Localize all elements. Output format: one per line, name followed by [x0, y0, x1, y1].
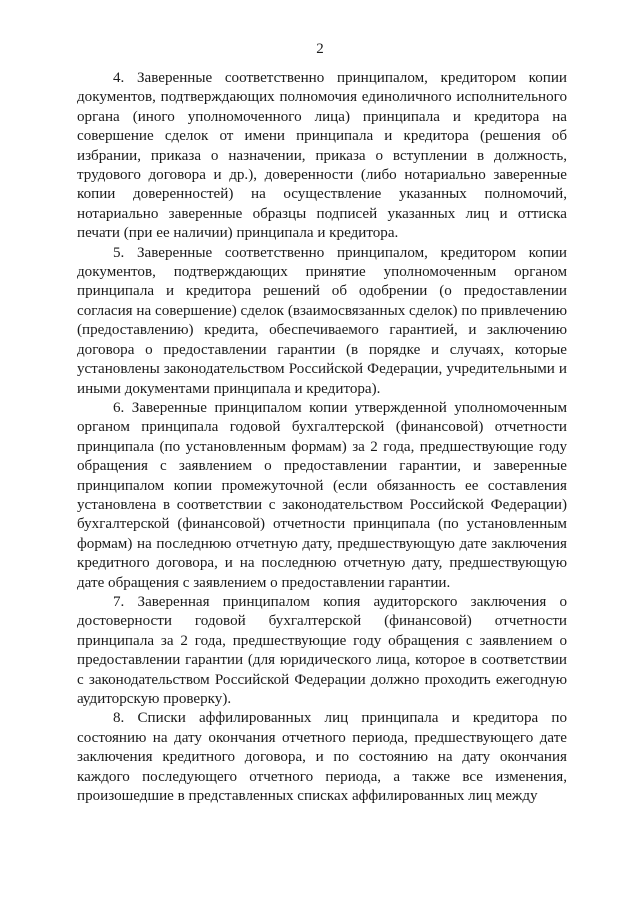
- page-number: 2: [316, 41, 324, 57]
- paragraph-item-4: 4. Заверенные соответственно принципалом, кредитором копии документов, подтверждающих полномочия единоличного исполнительного органа (иного уполномоченного лица) принципала и кредитора на совершение сделок от имени принципала и кредитора (решения об избрании, приказа о назначении, приказа о вступлении в должность, трудового договора и др.), доверенности (либо нотариально заверенные копии доверенностей) на осуществление указанных полномочий, нотариально заверенные образцы подписей указанных лиц и оттиска печати (при ее наличии) принципала и кредитора.: [77, 70, 567, 242]
- paragraph-item-7: 7. Заверенная принципалом копия аудиторского заключения о достоверности годовой бухгалтерской (финансовой) отчетности принципала за 2 года, предшествующие году обращения с заявлением о предоставлении гарантии (для юридического лица, которое в соответствии с законодательством Российской Федерации должно проходить ежегодную аудиторскую проверку).: [77, 593, 567, 707]
- document-body: [77, 69, 567, 806]
- paragraph-item-8: 8. Списки аффилированных лиц принципала и кредитора по состоянию на дату окончания отчетного периода, предшествующего дате заключения кредитного договора, и по состоянию на дату окончания каждого последующего отчетного периода, а также все изменения, произошедшие в представленных списках аффилированных лиц между: [77, 710, 567, 805]
- paragraph-item-5: 5. Заверенные соответственно принципалом, кредитором копии документов, подтверждающих принятие уполномоченным органом принципала и кредитора решений об одобрении (о предоставлении согласия на совершение) сделок (взаимосвязанных сделок) по привлечению (предоставлению) кредита, обеспечиваемого гарантией, и заключению договора о предоставлении гарантии (в порядке и случаях, которые установлены законодательством Российской Федерации, учредительными и иными документами принципала и кредитора).: [77, 244, 567, 397]
- paragraph-item-6: 6. Заверенные принципалом копии утвержденной уполномоченным органом принципала годовой бухгалтерской (финансовой) отчетности принципала (по установленным формам) за 2 года, предшествующие году обращения с заявлением о предоставлении гарантии, и заверенные принципалом копии промежуточной (если обязанность ее составления установлена в соответствии с законодательством Российской Федерации) бухгалтерской (финансовой) отчетности принципала (по установленным формам) на последнюю отчетную дату, предшествующую дате заключения кредитного договора, и на последнюю отчетную дату, предшествующую дате обращения с заявлением о предоставлении гарантии.: [77, 399, 567, 591]
